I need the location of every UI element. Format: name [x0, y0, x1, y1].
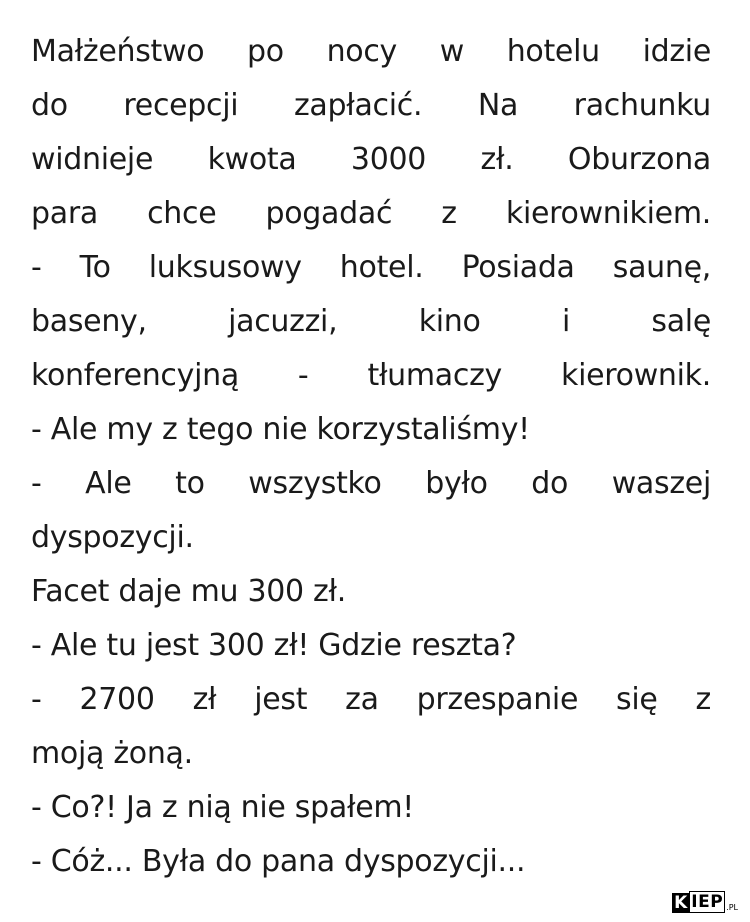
joke-line: dyspozycji.: [31, 520, 194, 555]
watermark-k: K: [674, 893, 688, 913]
joke-line: para chce pogadać z kierownikiem.: [31, 196, 711, 231]
joke-line: - Co?! Ja z nią nie spałem!: [31, 790, 414, 825]
joke-line: - Cóż... Była do pana dyspozycji...: [31, 844, 526, 879]
joke-line: - Ale my z tego nie korzystaliśmy!: [31, 412, 530, 447]
kiep-watermark-logo: [672, 891, 738, 913]
joke-line: widnieje kwota 3000 zł. Oburzona: [31, 142, 711, 177]
joke-line: do recepcji zapłacić. Na rachunku: [31, 88, 711, 123]
joke-line: - 2700 zł jest za przespanie się z: [31, 682, 711, 717]
joke-line: - Ale to wszystko było do waszej: [31, 466, 711, 501]
watermark-pl: .PL: [726, 903, 738, 912]
joke-line: baseny, jacuzzi, kino i salę: [31, 304, 711, 339]
joke-line: Facet daje mu 300 zł.: [31, 574, 346, 609]
joke-text: [31, 25, 711, 889]
joke-line: moją żoną.: [31, 736, 193, 771]
joke-line: - Ale tu jest 300 zł! Gdzie reszta?: [31, 628, 517, 663]
joke-line: konferencyjną - tłumaczy kierownik.: [31, 358, 711, 393]
joke-line: Małżeństwo po nocy w hotelu idzie: [31, 34, 711, 69]
joke-line: - To luksusowy hotel. Posiada saunę,: [31, 250, 711, 285]
watermark-iep: IEP: [691, 892, 724, 912]
